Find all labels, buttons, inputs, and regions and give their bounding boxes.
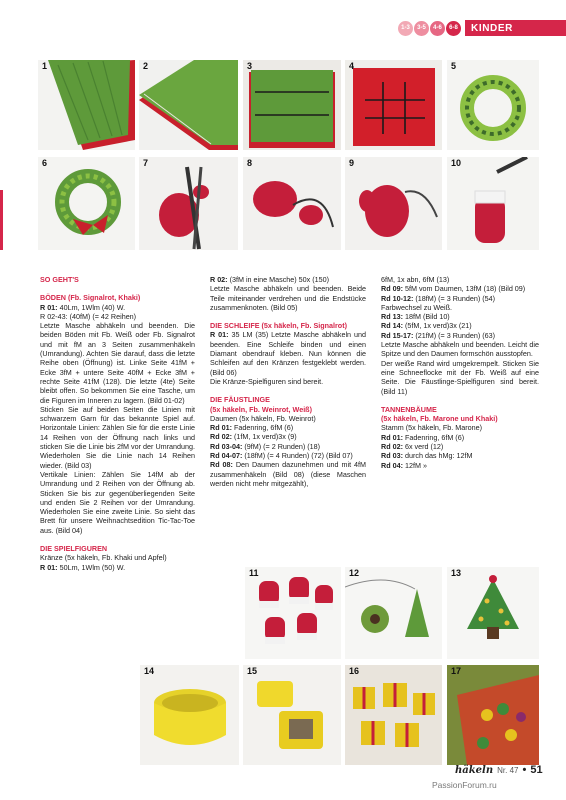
photo-16 [345,665,442,765]
instruction-row: Rd 14: (5fM, 1x verd)3x (21) [381,321,472,331]
boeden-heading: BÖDEN (Fb. Signalrot, Khaki) [40,293,141,303]
spielfiguren-heading: DIE SPIELFIGUREN [40,544,108,554]
instruction-row: Rd 15-17: (21fM) (= 3 Runden) (63) [381,330,496,340]
instruction-row: Rd 03-04: (9fM) (= 2 Runden) (18) [210,441,321,451]
magazine-name: häkeln [455,765,494,776]
body-text: Die Kränze-Spielfiguren sind bereit. [210,376,324,386]
photo-4 [345,60,442,150]
faeustlinge-subheading: (5x häkeln, Fb. Weinrot, Weiß) [210,404,312,414]
issue-number: Nr. 47 [497,766,519,775]
bullet: • [522,764,527,776]
page-footer [455,764,543,776]
photo-number: 12 [349,568,360,578]
photo-number: 16 [349,666,360,676]
body-text: 6fM, 1x abn, 6fM (13) [381,275,450,284]
text-column-3 [381,275,539,470]
photo-number: 17 [451,666,462,676]
photo-number: 3 [247,61,253,71]
photo-number: 8 [247,158,253,168]
instruction-row: Rd 02: (1fM, 1x verd)3x (9) [210,432,297,442]
body-text: Letzte Masche abhäkeln und beenden. Die beiden Böden mit Fb. Weiß oder Fb. Signalrot und mit fM an 3 Seiten zusammenhäkeln (Umrandung). Achten Sie darauf, dass die letzte Reihe oben (Öffnung) ist. Linke Seite 41fM + Ecke 3fM + untere Seite 40fM + Ecke 3fM + rechte Seite 41fM (128). Die letzte (4te) Seite bleibt offen. So bekommen Sie eine Tasche, um die Figuren im Inneren zu lagern. (Bild 01-02) [40,321,195,405]
instruction-row: Farbwechsel zu Weiß. [381,302,452,312]
photo-12 [345,567,442,659]
photo-3 [243,60,341,150]
photo-13 [447,567,539,659]
watermark: PassionForum.ru [432,780,497,790]
instruction-row: Rd 10-12: (18fM) (= 3 Runden) (54) [381,293,496,303]
photo-number: 10 [451,158,462,168]
section-header [398,20,566,36]
photo-number: 5 [451,61,457,71]
body-text: Letzte Masche abhäkeln und beenden. Beide Teile miteinander verdrehen und die Endstücke zusammenknoten. (Bild 05) [210,284,366,312]
photo-number: 14 [144,666,155,676]
photo-8 [243,157,341,250]
photo-6 [38,157,135,250]
body-text: Der weiße Rand wird umgekrempelt. Sticken Sie eine Schneeflocke mit der Fb. Weiß auf eine Seite. Die Fäustlinge-Spielfiguren sind bereit. (Bild 11) [381,358,539,396]
photo-number: 4 [349,61,355,71]
body-text: Kränze (5x häkeln, Fb. Khaki und Apfel) [40,553,167,563]
tannenbaeume-heading: TANNENBÄUME [381,404,437,414]
instruction-row: R 01: 35 LM (35) Letzte Masche abhäkeln und beenden. Eine Schleife binden und einen Diamant obendrauf kleben. Nun können die Schleifen auf den Kränzen festgeklebt werden. (Bild 06) [210,330,366,377]
photo-15 [243,665,341,765]
photo-number: 11 [249,568,259,578]
age-dot: 1-3 [398,21,413,36]
instruction-row: Rd 09: 5fM vom Daumen, 13fM (18) (Bild 09) [381,284,526,294]
body-text: Letzte Masche abhäkeln und beenden. Leicht die Spitze und den Daumen formschön ausstopfen. [381,340,539,359]
instruction-row: Rd 08: Den Daumen dazunehmen und mit 4fM zusammenhäkeln (Bild 08) (diese Maschen werden nicht mehr mitgezählt), [210,460,366,488]
photo-number: 9 [349,158,355,168]
tannenbaeume-subheading: (5x häkeln, Fb. Marone und Khaki) [381,414,498,424]
body-text: Sticken Sie auf beiden Seiten die Linien mit schwarzem Garn für das bekannte Spiel auf. Horizontale Linien: Zählen Sie für die erste Linie 14 Reihen von der Öffnung nach links und sticken Sie die Linie bis 2fM vor der Umrandung. Wiederholen Sie die Linie nach 14 Reihen wieder. (Bild 03) [40,404,195,470]
age-dot: 4-6 [430,21,445,36]
photo-number: 7 [143,158,149,168]
instruction-row: Rd 04: 12fM » [381,460,427,470]
instruction-row: R 02: (3fM in eine Masche) 50x (150) [210,275,330,284]
age-dot: 3-5 [414,21,429,36]
text-column-1 [40,275,195,572]
photo-number: 15 [247,666,258,676]
photo-10 [447,157,539,250]
photo-5 [447,60,539,150]
instruction-row: Rd 03: durch das hMg: 12fM [381,451,473,461]
photo-1 [38,60,135,150]
photo-number: 6 [42,158,48,168]
photo-number: 1 [42,61,48,71]
side-accent [0,190,3,250]
instruction-row: Rd 01: Fadenring, 6fM (6) [381,432,465,442]
photo-14 [140,665,239,765]
faeustlinge-heading: DIE FÄUSTLINGE [210,395,270,405]
photo-11 [245,567,341,659]
photo-number: 13 [451,568,462,578]
instruction-row: Rd 02: 6x verd (12) [381,442,444,452]
text-column-2 [210,275,366,488]
age-dot: 6-8 [446,21,461,36]
section-label: KINDER [465,20,566,36]
page-number: 51 [530,764,543,776]
instruction-row: Rd 04-07: (18fM) (= 4 Runden) (72) (Bild 07) [210,451,353,461]
instruction-row: Rd 13: 18fM (Bild 10) [381,312,450,322]
photo-17 [447,665,539,765]
photo-9 [345,157,442,250]
body-text: Stamm (5x häkeln, Fb. Marone) [381,423,483,433]
section-title: SO GEHT'S [40,275,79,284]
photo-2 [139,60,238,150]
body-text: Vertikale Linien: Zählen Sie 14fM ab der Umrandung und 2 Reihen von der Öffnung ab. Sticken Sie bis zur gegenüberliegenden Seite und enden Sie 2 Reihen vor der Umrandung. Wiederholen Sie eine zweite Linie. So sieht das Brett für unsere Weihnachtsedition Tic-Tac-Toe aus. (Bild 04) [40,469,195,535]
photo-7 [139,157,238,250]
instruction-row: R 01: 40Lm, 1Wlm (40) W. [40,302,126,312]
photo-number: 2 [143,61,149,71]
instruction-row: Rd 01: Fadenring, 6fM (6) [210,423,294,433]
body-text: Daumen (5x häkeln, Fb. Weinrot) [210,413,316,423]
instruction-row: R 01: 50Lm, 1Wlm (50) W. [40,562,126,572]
schleife-heading: DIE SCHLEIFE (5x häkeln, Fb. Signalrot) [210,321,347,331]
instruction-row: R 02-43: (40fM) (= 42 Reihen) [40,311,137,321]
